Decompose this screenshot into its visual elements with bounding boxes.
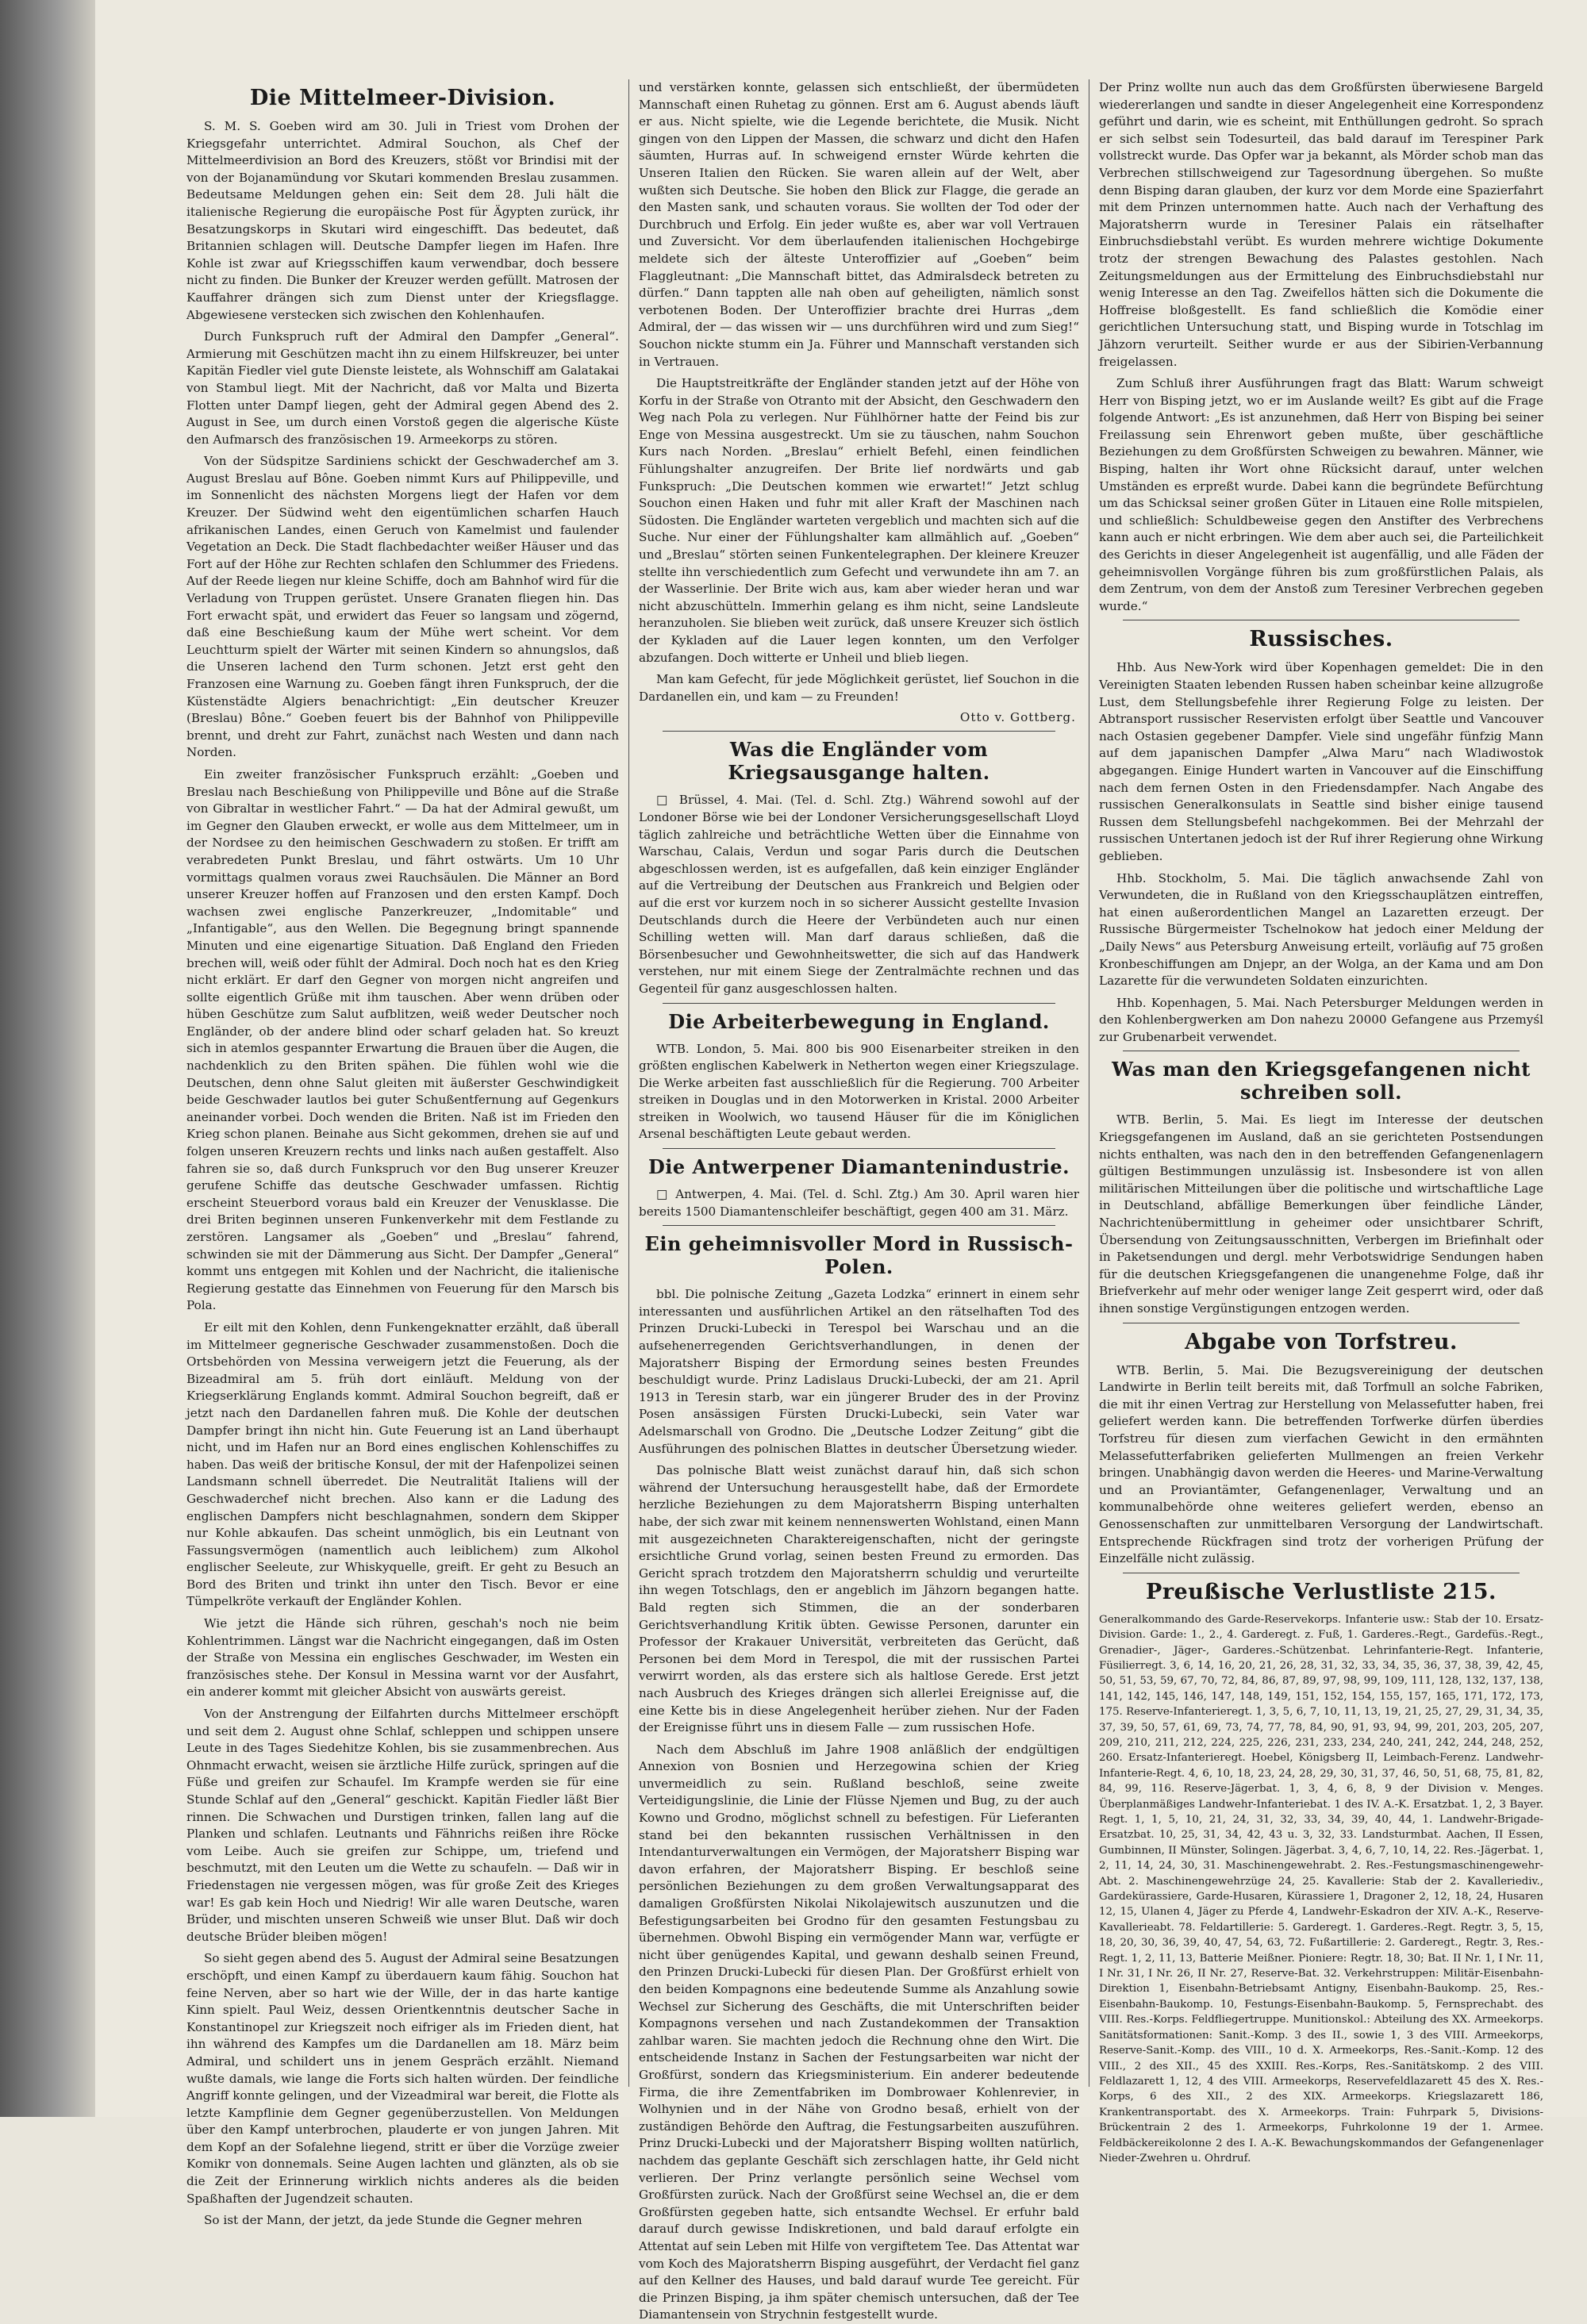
column-2 — [639, 79, 1079, 2322]
column-1 — [186, 79, 619, 2228]
article-title-diamantenindustrie: Die Antwerpener Diamantenindustrie. — [647, 1155, 1070, 1179]
article-paragraph: Von der Südspitze Sardiniens schickt der Geschwaderchef am 3. August Breslau auf Bône. Goeben nimmt Kurs auf Philippeville, und im Sonnenlicht des nächsten Morgens liegt der Hafen vor dem Kreuzer. Der Südwind weht den eigentümlichen scharfen Hauch afrikanischen Landes, einen Geruch von Kamelmist und faulender Vegetation an Deck. Die Stadt flachbedachter weißer Häuser und das Fort auf der Höhe zur Rechten schlafen den Schlummer des Friedens. Auf der Reede liegen nur kleine Schiffe, doch am Bahnhof wird für die Verladung von Truppen gerüstet. Unsere Granaten fliegen hin. Das Fort erwacht spät, und erwidert das Feuer so langsam und zögernd, daß eine Beschießung kaum der Mühe wert scheint. Vor dem Leuchtturm spielt der Wärter mit seinen Kindern so ahnungslos, daß die Unseren lachend den Turm schonen. Jetzt erst geht den Franzosen eine Warnung zu. Goeben fängt ihren Funkspruch, der die Küstenstädte Algiers benachrichtigt: „Ein deutscher Kreuzer (Breslau) Bône.“ Goeben feuert bis der Bahnhof von Philippeville brennt, und dreht zur Fahrt, zunächst nach Westen und dann nach Norden. — [186, 454, 619, 760]
article-paragraph: Hhb. Aus New-York wird über Kopenhagen gemeldet: Die in den Vereinigten Staaten lebenden Russen haben scheinbar keine allzugroße Lust, dem Stellungsbefehle ihrer Regierung Folge zu leisten. Der Abtransport russischer Reservisten erfolgt über Seattle und Vancouver nach Ostasien gegebener Dampfer. Viele sind ungefähr fünfzig Mann auf dem japanischen Dampfer „Alwa Maru“ nach Wladiwostok abgegangen. Einige Hundert warten in Vancouver auf die Einschiffung nach dem fernen Osten in den Friedensdampfer. Nach Angabe des russischen Generalkonsulats in Seattle sind bisher einige tausend Russen dem Stellungsbefehl nachgekommen. Bei der Mehrzahl der russischen Untertanen jedoch ist der Ruf ihrer Regierung ohne Wirkung geblieben. — [1099, 660, 1543, 863]
article-paragraph: Die Hauptstreitkräfte der Engländer standen jetzt auf der Höhe von Korfu in der Straße von Otranto mit der Absicht, den Geschwadern den Weg nach Pola zu verlegen. Nur Fühlhörner hatte der Feind bis zur Enge von Messina ausgestreckt. Um sie zu täuschen, nahm Souchon Kurs nach Norden. „Breslau“ erhielt Befehl, einen feindlichen Fühlungshalter anzugreifen. Der Brite lief nordwärts und gab Funkspruch: „Die Deutschen kommen wie erwartet!“ Jetzt schlug Souchon einen Haken und fuhr mit aller Kraft der Maschinen nach Südosten. Die Engländer warteten vergeblich und machten sich auf die Suche. Nur einer der Fühlungshalter kam allmählich auf. „Goeben“ und „Breslau“ störten seinen Funkentelegraphen. Der kleinere Kreuzer stellte ihn verschiedentlich zum Gefecht und verwundete ihn am 7. an der Wasserlinie. Der Brite wich aus, kam aber wieder heran und war nicht abzuschütteln. Immerhin gelang es ihm nicht, seine Landsleute heranzuholen. Sie blieben weit zurück, daß unsere Kreuzer sich östlich der Kykladen auf die Lauer legen konnten, um den Verfolger abzufangen. Doch witterte er Unheil und blieb liegen. — [639, 376, 1079, 665]
article-title-kriegsgefangene: Was man den Kriegsgefangenen nicht schreiben soll. — [1112, 1058, 1531, 1104]
author-signature: Otto v. Gottberg. — [959, 710, 1076, 725]
article-paragraph: Er eilt mit den Kohlen, denn Funkengeknatter erzählt, daß überall im Mittelmeer gegnerische Geschwader zusammenstoßen. Doch die Ortsbehörden von Messina verweigern jetzt die Feuerung, als der Bizeadmiral am 5. früh dort einläuft. Meldung von der Kriegserklärung Englands kommt. Admiral Souchon begreift, daß er jetzt nach den Dardanellen fahren muß. Die Kohle der deutschen Dampfer bringt ihn nicht hin. Gute Feuerung ist an Land überhaupt nicht, und im Hafen nur an Bord eines englischen Kohlenschiffes zu haben. Das weiß der britische Konsul, der mit der Hafenpolizei seinen Landsmann schnell überredet. Die Neutralität Italiens will der Geschwaderchef nicht brechen. Also kann er die Ladung des englischen Dampfers nicht beschlagnahmen, sondern dem Skipper nur Kohle abkaufen. Das scheint unmöglich, bis ein Leutnant von Fassungsvermögen (namentlich auch leiblichem) zum Alkohol englischer Seeleute, zur Whiskyquelle, greift. Er geht zu Besuch an Bord des Briten und trinkt ihn unter den Tisch. Bevor er eine Tümpelkröte verkauft der Engländer Kohlen. — [186, 1319, 619, 1609]
article-title-torfstreu: Abgabe von Torfstreu. — [1185, 1329, 1458, 1354]
article-title-englaender: Was die Engländer vom Kriegsausgange halten. — [728, 738, 990, 785]
article-title-mittelmeer: Die Mittelmeer-Division. — [249, 86, 556, 110]
article-paragraph: Hhb. Stockholm, 5. Mai. Die täglich anwachsende Zahl von Verwundeten, die in Rußland von den Kriegsschauplätzen eintreffen, hat einen außerordentlichen Mangel an Lazaretten erzeugt. Der Russische Bürgermeister Tschelnokow hat jedoch einer Meldung der „Daily News“ aus Petersburg Anweisung erteilt, vorläufig auf 75 großen Kronbeschiffungen am Dnjepr, an der Wolga, an der Kama und am Don Lazarette für die verwundeten Soldaten einzurichten. — [1099, 870, 1543, 989]
casualty-list-text: Generalkommando des Garde-Reservekorps. Infanterie usw.: Stab der 10. Ersatz-Division. Garde: 1., 2., 4. Garderegt. z. Fuß, 1. Garderes.-Regt., Gardefüs.-Regt., Grenadier-, Jäger-, Garderes.-Schützenbat. Lehrinfanterie-Regt. Infanterie, Füsilierregt. 3, 6, 14, 16, 20, 21, 26, 28, 31, 32, 33, 34, 35, 36, 37, 38, 39, 42, 45, 50, 51, 53, 59, 67, 70, 72, 84, 86, 87, 89, 97, 98, 99, 109, 111, 128, 132, 137, 138, 141, 142, 145, 146, 147, 148, 149, 151, 152, 154, 155, 157, 165, 171, 172, 173, 175. Reserve-Infanterieregt. 1, 3, 5, 6, 7, 10, 11, 13, 19, 21, 25, 27, 29, 31, 34, 35, 37, 39, 50, 57, 61, 69, 73, 74, 77, 78, 84, 90, 91, 93, 94, 99, 201, 203, 205, 207, 209, 210, 211, 212, 224, 225, 226, 231, 233, 234, 240, 241, 242, 244, 248, 252, 260. Ersatz-Infanterieregt. Hoebel, Königsberg II, Leimbach-Ferenz. Landwehr-Infanterie-Regt. 4, 6, 10, 18, 23, 24, 28, 29, 30, 31, 37, 46, 50, 51, 68, 75, 81, 82, 84, 99, 116. Reserve-Jägerbat. 1, 3, 4, 6, 8, 9 der Division v. Menges. Überplanmäßiges Landwehr-Infanteriebat. 1 des IV. A.-K. Ersatzbat. 1, 2, 3 Bayer. Regt. 1, 1, 5, 10, 21, 24, 31, 32, 33, 34, 39, 40, 44, 1. Landwehr-Brigade-Ersatzbat. 10, 25, 31, 34, 42, 43 u. 3, 32, 33. Landsturmbat. Aachen, II Essen, Gumbinnen, II Münster, Solingen. Jägerbat. 3, 4, 6, 7, 10, 14, 22. Res.-Jägerbat. 1, 2, 11, 14, 24, 30, 31. Maschinengewehrabt. 2. Res.-Festungsmaschinengewehr-Abt. 2. Maschinengewehrzüge 24, 25. Kavallerie: Stab der 2. Kavalleriediv., Gardekürassiere, Garde-Husaren, Kürassiere 1, Dragoner 2, 12, 18, 24, Husaren 12, 15, Ulanen 4, Jäger zu Pferde 4, Landwehr-Eskadron der XIV. A.-K., Reserve-Kavallerieabt. 78. Feldartillerie: 5. Garderegt. 1. Garderes.-Regt. Regtr. 3, 5, 15, 18, 20, 30, 36, 39, 40, 47, 54, 63, 72. Fußartillerie: 2. Garderegt., Regtr. 3, Res.-Regt. 1, 2, 11, 13, Batterie Meißner. Pioniere: Regtr. 18, 30; Bat. II Nr. 1, I Nr. 11, I Nr. 31, I Nr. 26, II Nr. 27, Reserve-Bat. 32. Verkehrstruppen: Militär-Eisenbahn-Direktion 1, Eisenbahn-Betriebsamt Antigny, Eisenbahn-Baukomp. 25, Res.-Eisenbahn-Baukomp. 10, Festungs-Eisenbahn-Baukomp. 5, Fernsprechabt. des VIII. Res.-Korps. Feldfliegertruppe. Munitionskol.: Abteilung des XX. Armeekorps. Sanitätsformationen: Sanit.-Komp. 3 des II., sowie 1, 3 des VIII. Armeekorps, Reserve-Sanit.-Komp. des VIII., 10 d. X. Armeekorps, Res.-Sanit.-Komp. 12 des VIII., 2 des XII., 45 des XXIII. Res.-Korps, Res.-Sanitätskomp. 2 des VIII. Feldlazarett 1, 12, 4 des VIII. Armeekorps, Reservefeldlazarett 45 des X. Res.-Korps, 6 des XII., 2 des XIX. Armeekorps. Kriegslazarett 186, Krankentransportabt. des X. Armeekorps. Train: Fuhrpark 5, Divisions-Brückentrain 2 des 1. Armeekorps, Fuhrkolonne 19 der 1. Armee. Feldbäckereikolonne 2 des I. A.-K. Bewachungskommandos der Gefangenenlager Nieder-Zwehren u. Ohrdruf. — [1099, 1613, 1543, 2165]
article-title-verlustliste: Preußische Verlustliste 215. — [1146, 1579, 1497, 1604]
column-divider — [628, 79, 629, 2087]
article-paragraph: So ist der Mann, der jetzt, da jede Stunde die Gegner mehren — [204, 2213, 582, 2228]
article-title-russisches: Russisches. — [1249, 627, 1393, 652]
article-paragraph: □ Antwerpen, 4. Mai. (Tel. d. Schl. Ztg.) Am 30. April waren hier bereits 1500 Diamantenschleifer beschäftigt, gegen 400 am 31. März. — [639, 1187, 1079, 1219]
section-divider — [663, 1225, 1055, 1226]
section-divider — [663, 1003, 1055, 1004]
article-paragraph: Von der Anstrengung der Eilfahrten durchs Mittelmeer erschöpft und seit dem 2. August ohne Schlaf, schleppen und schippen unsere Leute in des Tages Siedehitze Kohlen, bis sie zusammenbrechen. Aus Ohnmacht erwacht, weisen sie ärztliche Hilfe zurück, springen auf die Füße und greifen zur Schaufel. Im Krampfe werden sie für eine Stunde Schlaf auf den „General“ geschickt. Kapitän Fiedler läßt Bier rinnen. Die Schwachen und Durstigen trinken, fallen lang auf die Planken und schlafen. Leutnants und Fähnrichs reißen ihre Röcke vom Leibe. Auch sie greifen zur Schippe, um, triefend und beschmutzt, mit den Leuten um die Wette zu schaufeln. — Daß wir in Friedenstagen nie vergessen mögen, was für große Zeit des Krieges war! Es gab kein Hoch und Niedrig! Wir alle waren Deutsche, waren Brüder, und mischten unseren Schweiß wie unser Blut. Daß wir doch deutsche Brüder bleiben mögen! — [186, 1707, 619, 1944]
article-paragraph: Nach dem Abschluß im Jahre 1908 anläßlich der endgültigen Annexion von Bosnien und Herzegowina schien der Krieg unvermeidlich zu sein. Rußland beschloß, seine zweite Verteidigungslinie, die Linie der Flüsse Njemen und Bug, zu der auch Kowno und Grodno, möglichst schnell zu befestigen. Für Lieferanten stand bei den bekannten russischen Verhältnissen in den Intendanturverwaltungen ein Vermögen, der Majoratsherr Bisping war davon erfahren, der Majoratsherr Bisping. Er beschloß seine persönlichen Beziehungen zu dem großen Verwaltungsapparat des damaligen Großfürsten Nikolai Nikolajewitsch auszunutzen und die Befestigungsarbeiten bei Grodno für den gesamten Festungsbau zu übernehmen. Obwohl Bisping ein vermögender Mann war, verfügte er nicht über genügendes Kapital, und gewann deshalb seinen Freund, den Prinzen Drucki-Lubecki für diesen Plan. Der Großfürst erhielt von den beiden Kompagnons eine bedeutende Summe als Anzahlung sowie Wechsel zur Sicherung des Geschäfts, die mit Unterschriften beider Kompagnons versehen und nach Zustandekommen der Transaktion zahlbar waren. Sie machten jedoch die Rechnung ohne den Wirt. Die entscheidende Instanz in Sachen der Festungsarbeiten war nicht der Großfürst, sondern das Kriegsministerium. Ein anderer bedeutende Firma, die ihre Zementfabriken im Dombrowaer Kohlenrevier, in Wolhynien und in der Nähe von Grodno besaß, erhielt von der zuständigen Behörde den Auftrag, die Festungsarbeiten auszuführen. Prinz Drucki-Lubecki und der Majoratsherr Bisping wollten natürlich, nachdem das geplante Geschäft sich zerschlagen hatte, ihr Geld nicht verlieren. Der Prinz verlangte persönlich seine Wechsel vom Großfürsten zurück. Nach der Großfürst seine Wechsel an, die er dem Großfürsten gegeben hatte, sich entsandte Wechsel. Er erfuhr bald darauf durch gewisse Indiskretionen, und bald darauf erfolgte ein Attentat auf sein Leben mit Hilfe von vergiftetem Tee. Das Attentat war vom Koch des Majoratsherrn Bisping ausgeführt, der Verdacht fiel ganz auf den Kellner des Hauses, und bald darauf wurde Tee gereicht. Für die Prinzen Bisping, ja ihm später chemisch untersuchen, daß der Tee Diamantensein von Strychnin festgestellt wurde. — [639, 1742, 1079, 2322]
article-paragraph: □ Brüssel, 4. Mai. (Tel. d. Schl. Ztg.) Während sowohl auf der Londoner Börse wie bei der Londoner Versicherungsgesellschaft Lloyd täglich zahlreiche und beträchtliche Wetten über die Einnahme von Warschau, Calais, Verdun und sogar Paris durch die Deutschen abgeschlossen werden, ist es aufgefallen, daß kein einziger Engländer auf die Vertreibung der Deutschen aus Frankreich und Belgien oder auf die erst vor kurzem noch in so sicherer Aussicht gestellte Invasion Deutschlands durch die Heere der Verbündeten auch nur einen Schilling wetten will. Man darf daraus schließen, daß die Börsenbesucher und Gewohnheitswetter, die sich auf das Handwerk verstehen, nur mit einem Siege der Zentralmächte rechnen und das Gegenteil für ganz ausgeschlossen halten. — [639, 793, 1079, 996]
article-paragraph: S. M. S. Goeben wird am 30. Juli in Triest vom Drohen der Kriegsgefahr unterrichtet. Admiral Souchon, als Chef der Mittelmeerdivision an Bord des Kreuzers, stößt vor Brindisi mit der von der Bojanamündung vor Skutari kommenden Breslau zusammen. Bedeutsame Meldungen gehen ein: Seit dem 28. Juli hält die italienische Regierung die europäische Post für Ägypten zurück, ihr Besatzungskorps in Skutari wird eingeschifft. Das bedeutet, daß Britannien schlagen will. Deutsche Dampfer liegen im Hafen. Ihre Kohle ist zwar auf Kriegsschiffen kaum verwendbar, doch bessere nicht zu finden. Die Bunker der Kreuzer werden gefüllt. Matrosen der Kauffahrer drängen sich zum Dienst unter der Kriegsflagge. Abgewiesene verstecken sich zwischen den Kohlenhaufen. — [186, 119, 619, 322]
article-paragraph: Das polnische Blatt weist zunächst darauf hin, daß sich schon während der Untersuchung herausgestellt habe, daß der Ermordete herzliche Beziehungen zu dem Majoratsherrn Bisping unterhalten habe, der sich zwar mit keinem nennenswerten Wohlstand, einen Mann mit ausgezeichneten Charaktereigenschaften, nicht der geringste ersichtliche Grund vorlag, seinen besten Freund zu ermorden. Das Gericht sprach trotzdem den Majoratsherrn schuldig und verurteilte ihn wegen Totschlags, den er angeblich im Jähzorn begangen hatte. Bald regten sich Stimmen, die an der sonderbaren Gerichtsverhandlung Kritik übten. Gewisse Personen, darunter ein Professor der Krakauer Universität, verbreiteten das Gerücht, daß Personen bei dem Mord in Terespol, die mit der russischen Partei verwirrt worden, als das erstere sich als haltlose Gerede. Erst jetzt nach Ausbruch des Krieges drängen sich allerlei Ereignisse auf, die eine Kette bis in diese Angelegenheit herüber ziehen. Nur der Faden der Ereignisse führt uns in diesem Falle — zum russischen Hofe. — [639, 1463, 1079, 1735]
article-paragraph: WTB. Berlin, 5. Mai. Die Bezugsvereinigung der deutschen Landwirte in Berlin teilt bereits mit, daß Torfmull an solche Fabriken, die mit ihr einen Vertrag zur Herstellung von Melassefutter haben, frei geliefert werden kann. Die betreffenden Torfwerke dürfen überdies Torfstreu für diesen zum vierfachen Gewicht in den ermähnten Melassefutterfabriken gelieferten Mullmengen an freien Verkehr bringen. Unabhängig davon werden die Heeres- und Marine-Verwaltung und an Proviantämter, Gefangenenlager, Verwaltung und an kommunalbehörde ohne weiteres geliefert werden, ebenso an Genossenschaften zur unmittelbaren Versorgung der Landwirtschaft. Entsprechende Rückfragen sind trotz der vorherigen Prüfung der Einzelfälle nicht zulässig. — [1099, 1362, 1543, 1566]
article-paragraph: Der Prinz wollte nun auch das dem Großfürsten überwiesene Bargeld wiedererlangen und sandte in dieser Angelegenheit eine Korrespondenz geführt und darin, wie es scheint, mit Enthüllungen gedroht. So sprach er sich selbst sein Todesurteil, das bald darauf im Terespiner Park vollstreckt wurde. Das Opfer war ja bekannt, als Mörder schob man das Verbrechen stillschweigend zur Tagesordnung übergehen. So mußte denn Bisping daran glauben, der kurz vor dem Morde eine Spazierfahrt mit dem Prinzen unternommen hatte. Auch nach der Verhaftung des Majoratsherrn wurde in Teresiner Palais ein rätselhafter Einbruchsdiebstahl verübt. Es wurden mehrere wichtige Dokumente trotz der strengen Bewachung des Palastes gestohlen. Nach Zeitungsmeldungen aus der Ermittelung des Einbruchsdiebstahl nur wenig Interesse an den Tag. Zweifellos hätten sich die Dokumente die Hoffreise bloßgestellt. Es fand schließlich die Komödie einer gerichtlichen Untersuchung statt, und Bisping wurde in Totschlag im Jähzorn verurteilt. Seither wurde er aus der Sibirien-Verbannung freigelassen. — [1099, 80, 1543, 369]
section-divider — [663, 731, 1055, 732]
article-title-arbeiterbewegung: Die Arbeiterbewegung in England. — [668, 1009, 1050, 1033]
article-paragraph: Durch Funkspruch ruft der Admiral den Dampfer „General“. Armierung mit Geschützen macht ihn zu einem Hilfskreuzer, bei unter Kapitän Fiedler viel gute Dienste leistete, als Wohnschiff am Galatakai von Stambul liegt. Mit der Nachricht, daß vor Malta und Bizerta Flotten unter Dampf liegen, geht der Admiral gegen Abend des 2. August in See, um durch einen Vorstoß gegen die algerische Küste den Aufmarsch des französischen 19. Armeekorps zu stören. — [186, 329, 619, 447]
newspaper-page — [95, 0, 1587, 2322]
section-divider — [663, 1148, 1055, 1149]
book-binding-shadow — [0, 0, 95, 2117]
article-paragraph: bbl. Die polnische Zeitung „Gazeta Lodzka“ erinnert in einem sehr interessanten und ausführlichen Artikel an den rätselhaften Tod des Prinzen Drucki-Lubecki in Terespol bei Warschau und an die aufsehenerregenden Gerichtsverhandlungen, in denen der Majoratsherr Bisping der Ermordung seines besten Freundes beschuldigt wurde. Prinz Ladislaus Drucki-Lubecki, der am 21. April 1913 in Teresin starb, war ein jüngerer Bruder des in der Provinz Posen ansässigen Fürsten Drucki-Lubecki, sein Vater war Adelsmarschall von Grodno. Die „Deutsche Lodzer Zeitung“ gibt die Ausführungen des polnischen Blattes in deutscher Übersetzung wieder. — [639, 1287, 1079, 1456]
article-paragraph: und verstärken konnte, gelassen sich entschließt, der übermüdeten Mannschaft einen Ruhetag zu gönnen. Erst am 6. August abends läuft er aus. Nicht spielte, wie die Legende berichtete, die Musik. Nicht gingen von den Lippen der Massen, die schwarz und dicht den Hafen säumten, Hurras auf. In schweigend ernster Würde kehrten die Unseren Italien den Rücken. Sie waren allein auf der Welt, aber wußten sich Deutsche. Sie hoben den Blick zur Flagge, die gerade an den Masten sank, und schauten voraus. Sie wollten der Tod oder der Durchbruch und Erfolg. Ein jeder wußte es, aber war voll Vertrauen und Zuversicht. Vor dem überlaufenden italienischen Hochgebirge meldete sich der älteste Unteroffizier auf „Goeben“ beim Flaggleutnant: „Die Mannschaft bittet, das Admiralsdeck betreten zu dürfen.“ Dann tappten alle nah oben auf geheiligten, nämlich sonst verbotenen Boden. Der Unteroffizier brachte drei Hurras „dem Admiral, der — das wissen wir — uns durchführen wird und zum Sieg!“ Souchon nickte stumm ein Ja. Führer und Mannschaft verstanden sich in Vertrauen. — [639, 80, 1079, 369]
article-paragraph: Zum Schluß ihrer Ausführungen fragt das Blatt: Warum schweigt Herr von Bisping jetzt, wo er im Auslande weilt? Es gibt auf die Frage folgende Antwort: „Es ist anzunehmen, daß Herr von Bisping bei seiner Freilassung sein Ehrenwort geben mußte, über geschäftliche Beziehungen zu dem Großfürsten Schweigen zu bewahren. Männer, wie Bisping, halten ihr Wort ohne Rücksicht darauf, unter welchen Umständen es erpreßt wurde. Dabei kann die begründete Befürchtung um das Schicksal seiner großen Güter in Litauen eine Rolle mitspielen, und schließlich: Schuldbeweise gegen den Anstifter des Verbrechens kann auch er nicht erbringen. Wie dem aber auch sei, die Parteilichkeit des Gerichts in dieser Angelegenheit ist augenfällig, und alle Fäden der geheimnisvollen Vorgänge führen bis zum großfürstlichen Palais, als dem Zentrum, von dem der Anstoß zum Teresiner Verbrechen gegeben wurde.“ — [1099, 376, 1543, 613]
article-paragraph: Ein zweiter französischer Funkspruch erzählt: „Goeben und Breslau nach Beschießung von Philippeville und Bône auf die Straße von Gibraltar in westlicher Fahrt.“ — Da hat der Admiral gewußt, um im Gegner den Glauben erweckt, er wolle aus dem Mittelmeer, um in der Nordsee zu den heimischen Geschwadern zu stoßen. Er trifft am verabredeten Punkt Breslau, und fährt ostwärts. Um 10 Uhr vormittags qualmen voraus zwei Rauchsäulen. Die Männer an Bord unserer Kreuzer hoffen auf Franzosen und den ersten Kampf. Doch wachsen zwei englische Panzerkreuzer, „Indomitable“ und „Infantigable“, aus den Wellen. Die Begegnung bringt spannende Minuten und eine eigenartige Situation. Daß England den Frieden brechen will, weiß oder fühlt der Admiral. Doch noch hat es den Krieg nicht erklärt. Er darf den Gegner von morgen nicht angreifen und sollte eigentlich Grüße mit ihm tauschen. Aber wenn drüben oder hüben Geschütze zum Salut aufblitzen, weiß weder Deutscher noch Engländer, ob der andere blind oder scharf geladen hat. So kreuzt sich in atemlos gespannter Erwartung die Brauen über die Augen, die nachdenklich zu den Briten spähen. Die fühlen wohl wie die Deutschen, denn ohne Salut gleiten mit äußerster Geschwindigkeit beide Geschwader lautlos bei guter Schußentfernung auf Gegenkurs aneinander vorbei. Doch wenden die Briten. Naß ist im Frieden den Krieg schon planen. Beinahe aus Sicht gekommen, drehen sie auf und folgen unseren Kreuzern rechts und links nach außen gestaffelt. Also fahren sie so, daß durch Funkspruch vor den Bug unserer Kreuzer gerufene Schiffe das deutsche Geschwader umfassen. Richtig erscheint Steuerbord voraus bald ein Kreuzer der Venusklasse. Die drei Briten beginnen unseren Funkenverkehr mit dem Festlande zu zerstören. Langsamer als „Goeben“ und „Breslau“ fahrend, schwinden sie mit der Dämmerung aus Sicht. Der Dampfer „General“ kommt uns entgegen mit Kohlen und der Nachricht, die italienische Regierung gestatte das Einnehmen von Feuerung für den Marsch bis Pola. — [186, 766, 619, 1313]
article-paragraph: Hhb. Kopenhagen, 5. Mai. Nach Petersburger Meldungen werden in den Kohlenbergwerken am Don nahezu 20000 Gefangene aus Przemyśl zur Grubenarbeit verwendet. — [1099, 995, 1543, 1044]
article-paragraph: Wie jetzt die Hände sich rühren, geschah's noch nie beim Kohlentrimmen. Längst war die Nachricht eingegangen, daß im Osten der Straße von Messina ein englisches Geschwader, im Westen ein französisches stehe. Der Konsul in Messina warnt vor der Ausfahrt, ein anderer kommt mit gleicher Absicht von auswärts gereist. — [186, 1616, 619, 1700]
column-3 — [1099, 79, 1543, 2165]
article-paragraph: WTB. Berlin, 5. Mai. Es liegt im Interesse der deutschen Kriegsgefangenen im Ausland, daß an sie gerichteten Postsendungen nichts enthalten, was nach den in den betreffenden Gefangenenlagern gültigen Bestimmungen unzulässig ist. Insbesondere ist von allen militärischen Mitteilungen über die politische und wirtschaftliche Lage in Deutschland, abfällige Bemerkungen über feindliche Länder, Nachrichtenübermittlung in geheimer oder unsichtbarer Schrift, Übersendung von Zeitungsausschnitten, Verbergen im Briefinhalt oder in Paketsendungen und dergl. mehr Verbotswidrige Sendungen haben für die deutschen Kriegsgefangenen die unangenehme Folge, daß ihr Briefverkehr auf mehr oder weniger lange Zeit gesperrt wird, oder daß ihnen sonstige Vergünstigungen entzogen werden. — [1099, 1112, 1543, 1316]
article-paragraph: So sieht gegen abend des 5. August der Admiral seine Besatzungen erschöpft, und einen Kampf zu überdauern kaum fähig. Souchon hat feine Nerven, aber so hart wie der Wille, der in das harte kantige Kinn spielt. Paul Weiz, dessen Orientkenntnis deutscher Sache in Konstantinopel zur Kriegszeit noch eifriger als im Frieden dient, hat ihn während des Kampfes um die Dardanellen am 18. März beim Admiral, und schildert uns in jenem Gespräch erzählt. Niemand wußte damals, wie lange die Forts sich halten würden. Der feindliche Angriff konnte gelingen, und der Vizeadmiral war bereit, die Flotte als letzte Kampflinie dem Gegner gegenüberzustellen. Von Meldungen über den Kampf unterbrochen, plauderte er von jungen Jahren. Mit dem Kopf an der Sofalehne liegend, stritt er über die Vorzüge zweier Komikr von donnemals. Seine Augen lachten und glänzten, als ob sie die Zeit der Erinnerung wirklich nichts anderes als die beiden Spaßhaften der Jugendzeit schauten. — [186, 1951, 619, 2206]
article-paragraph: WTB. London, 5. Mai. 800 bis 900 Eisenarbeiter streiken in den größten englischen Kabelwerk in Netherton wegen einer Kriegszulage. Die Werke arbeiten fast ausschließlich für die Regierung. 700 Arbeiter streiken in Douglas und in den Motorwerken in Kristal. 2000 Arbeiter streiken in Woolwich, wo tausend Häuser für die im Königlichen Arsenal beschäftigten Leute gebaut werden. — [639, 1041, 1079, 1142]
article-title-mord: Ein geheimnisvoller Mord in Russisch-Polen. — [644, 1232, 1074, 1279]
article-paragraph: Man kam Gefecht, für jede Möglichkeit gerüstet, lief Souchon in die Dardanellen ein, und kam — zu Freunden! — [639, 672, 1079, 704]
